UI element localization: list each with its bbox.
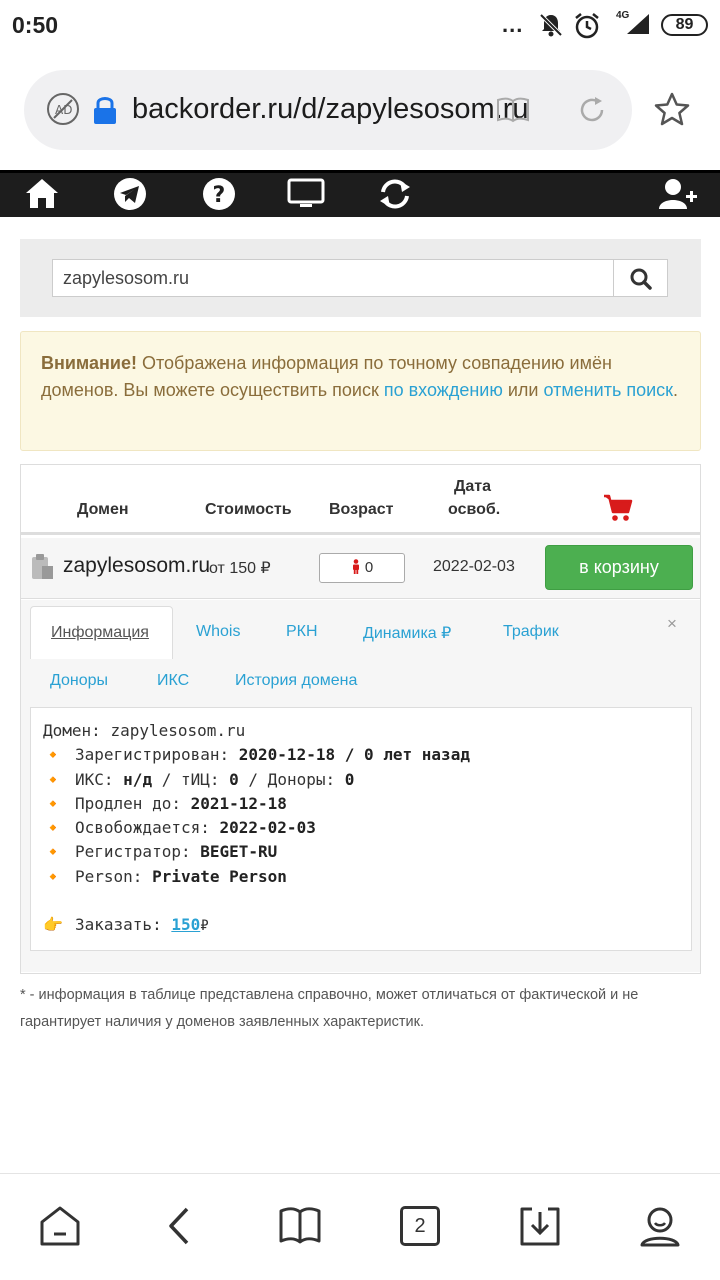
tab-dynamics[interactable]: Динамика ₽ <box>363 625 452 642</box>
header-domain: Домен <box>77 501 129 518</box>
row-domain[interactable]: zapylesosom.ru <box>63 554 211 577</box>
battery-indicator: 89 <box>661 14 708 36</box>
alert-text-end: . <box>673 380 679 400</box>
footnote-text: * - информация в таблице представлена справочно, может отличаться от фактической и не гарантирует наличия у доменов заявленных характеристик. <box>20 987 639 1030</box>
tab-iks[interactable]: ИКС <box>157 672 190 689</box>
home-icon[interactable] <box>24 177 60 211</box>
address-bar[interactable] <box>24 70 632 150</box>
info-iks: 🔸 ИКС: н/д / тИЦ: 0 / Доноры: 0 <box>43 769 355 789</box>
exact-match-alert <box>20 331 701 451</box>
tab-whois[interactable]: Whois <box>196 623 241 640</box>
mute-bell-icon <box>538 12 564 38</box>
diamond-bullet-icon: 🔸 <box>43 745 63 765</box>
alert-text: Отображена информация по точному совпадению имён доменов. Вы можете осуществить поиск <box>41 353 612 400</box>
bookmarks-icon[interactable] <box>278 1204 322 1248</box>
monitor-icon[interactable] <box>287 177 325 211</box>
profile-icon[interactable] <box>638 1204 682 1248</box>
add-to-cart-button[interactable]: в корзину <box>545 545 693 590</box>
search-panel <box>20 239 701 317</box>
search-substring-link[interactable]: по вхождению <box>383 380 503 400</box>
table-row <box>21 538 700 599</box>
row-price: от 150 ₽ <box>209 560 271 577</box>
close-panel-icon[interactable]: × <box>667 614 677 633</box>
row-release-date: 2022-02-03 <box>433 558 515 575</box>
info-registrar: 🔸 Регистратор: BEGET-RU <box>43 842 278 862</box>
tabs-button[interactable] <box>400 1206 440 1246</box>
network-label: 4G <box>616 10 630 21</box>
cart-icon <box>603 493 633 523</box>
header-date-line1: Дата <box>454 478 492 495</box>
info-person: 🔸 Person: Private Person <box>43 866 287 886</box>
tab-traffic[interactable]: Трафик <box>503 623 559 640</box>
diamond-bullet-icon: 🔸 <box>43 793 63 813</box>
sync-icon[interactable] <box>378 177 412 211</box>
telegram-icon[interactable] <box>113 177 147 211</box>
tab-info[interactable] <box>30 606 173 659</box>
diamond-bullet-icon: 🔸 <box>43 866 63 886</box>
add-user-icon[interactable] <box>658 177 698 211</box>
adblock-icon[interactable] <box>46 92 80 126</box>
info-registered: 🔸 Зарегистрирован: 2020-12-18 / 0 лет назад <box>43 745 470 765</box>
site-nav-bar <box>0 170 720 217</box>
details-panel <box>21 600 700 972</box>
order-price-link[interactable]: 150 <box>171 915 201 935</box>
info-renewed: 🔸 Продлен до: 2021-12-18 <box>43 793 287 813</box>
reload-icon[interactable] <box>577 95 607 125</box>
signal-icon <box>625 12 651 36</box>
domain-table <box>20 464 701 974</box>
order-currency: ₽ <box>200 918 209 935</box>
row-age <box>319 553 405 583</box>
browser-bottom-bar <box>0 1173 720 1280</box>
downloads-icon[interactable] <box>518 1204 562 1248</box>
bookmark-star-icon[interactable] <box>652 90 692 130</box>
back-icon[interactable] <box>165 1204 195 1248</box>
diamond-bullet-icon: 🔸 <box>43 769 63 789</box>
tab-domain-history[interactable]: История домена <box>235 672 358 689</box>
header-price: Стоимость <box>205 501 292 518</box>
alert-title: Внимание! <box>41 353 137 373</box>
domain-info-box <box>30 707 692 951</box>
lock-icon <box>92 94 118 126</box>
search-button[interactable] <box>613 259 668 297</box>
clipboard-icon <box>30 553 54 581</box>
alert-text-mid: или <box>502 380 544 400</box>
diamond-bullet-icon: 🔸 <box>43 842 63 862</box>
svg-text:?: ? <box>212 183 226 208</box>
tab-count: 2 <box>414 1215 426 1237</box>
cancel-search-link[interactable]: отменить поиск <box>543 380 674 400</box>
info-domain: Домен: zapylesosom.ru <box>43 721 246 740</box>
info-released: 🔸 Освобождается: 2022-02-03 <box>43 818 316 838</box>
home-icon[interactable] <box>38 1204 82 1248</box>
diamond-bullet-icon: 🔸 <box>43 818 63 838</box>
search-input[interactable]: zapylesosom.ru <box>52 259 614 297</box>
alarm-icon <box>573 12 601 40</box>
person-icon <box>351 559 361 574</box>
pointing-hand-icon: 👉 <box>43 915 63 935</box>
search-icon <box>630 268 652 290</box>
row-age-value: 0 <box>364 559 374 576</box>
status-time: 0:50 <box>12 12 59 38</box>
reader-mode-icon[interactable] <box>496 96 530 124</box>
url-text[interactable]: backorder.ru/d/zapylesosom.ru <box>132 93 529 125</box>
header-date-line2: освоб. <box>448 501 501 518</box>
table-header <box>21 465 700 535</box>
status-more-icon: ... <box>502 12 524 37</box>
tab-info-label: Информация <box>51 624 149 641</box>
info-order: 👉 Заказать: 150₽ <box>43 915 209 935</box>
header-age: Возраст <box>329 501 394 518</box>
help-icon[interactable] <box>202 177 236 211</box>
status-bar <box>0 0 720 52</box>
tab-rkn[interactable]: РКН <box>286 623 318 640</box>
tab-donors[interactable]: Доноры <box>50 672 109 689</box>
svg-text:AD: AD <box>55 103 73 117</box>
